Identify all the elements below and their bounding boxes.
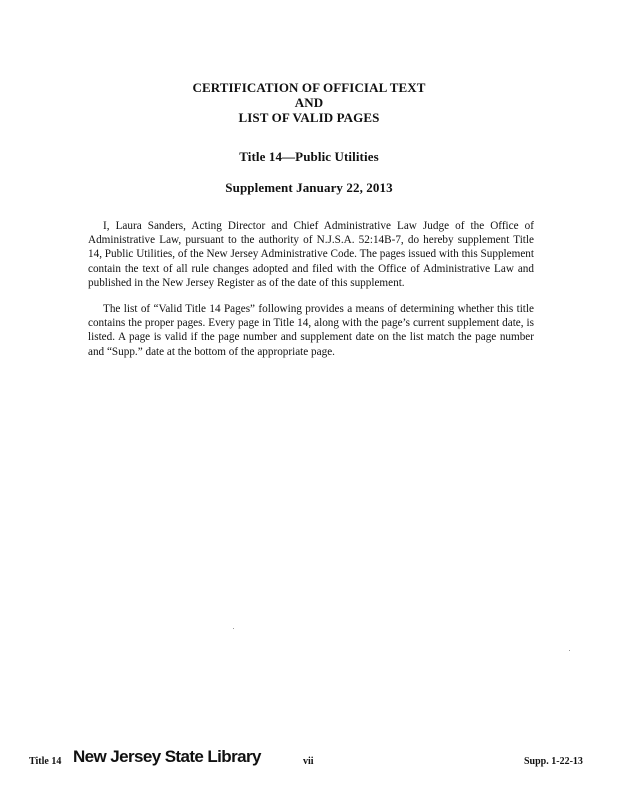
scan-speck xyxy=(233,628,234,629)
valid-pages-paragraph: The list of “Valid Title 14 Pages” following provides a means of determining whether this title contains the proper pages. Every page in Title 14, along with the page’s current supplement date, is listed. A page is valid if the page number and supplement date on the list match the page number and “Supp.” date at the bottom of the appropriate page. xyxy=(88,303,534,358)
title-heading: Title 14—Public Utilities xyxy=(239,149,379,164)
library-watermark: New Jersey State Library xyxy=(73,747,261,766)
supplement-date-heading: Supplement January 22, 2013 xyxy=(225,180,393,195)
certification-paragraph: I, Laura Sanders, Acting Director and Chief Administrative Law Judge of the Office of Administrative Law, pursuant to the authority of N.J.S.A. 52:14B-7, do hereby supplement Title 14, Public Utilities, of the New Jersey Administrative Code. The pages issued with this Supplement contain the text of all rule changes adopted and filed with the Office of Administrative Law and published in the New Jersey Register as of the date of this supplement. xyxy=(88,220,534,289)
valid-pages-heading: LIST OF VALID PAGES xyxy=(238,110,380,125)
certification-heading: CERTIFICATION OF OFFICIAL TEXT xyxy=(192,80,426,95)
scan-speck xyxy=(569,650,570,651)
footer-title: Title 14 xyxy=(29,756,62,767)
footer-supplement: Supp. 1-22-13 xyxy=(524,756,583,767)
footer-page-number: vii xyxy=(303,756,314,767)
heading-conjunction: AND xyxy=(294,95,324,110)
